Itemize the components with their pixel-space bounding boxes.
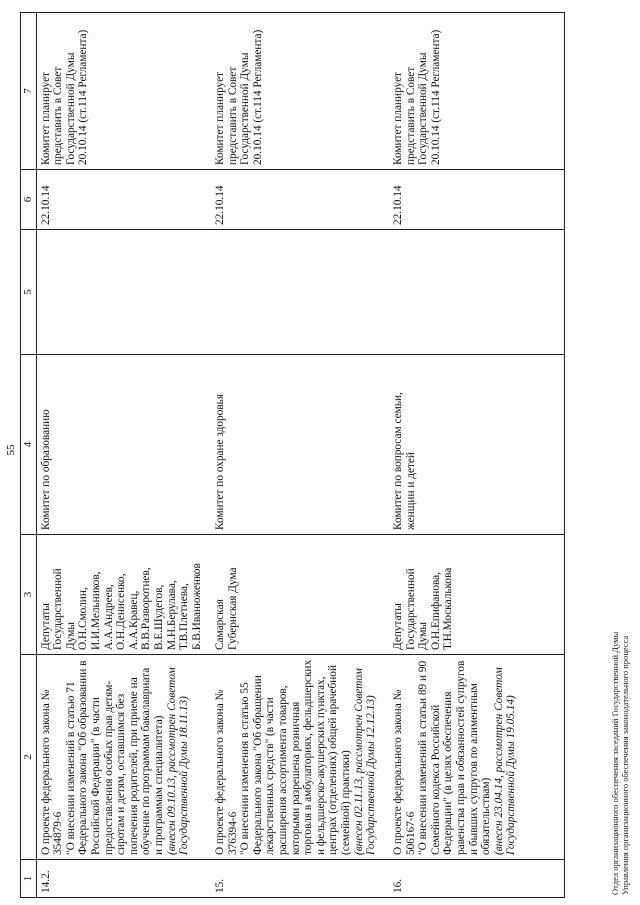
date-cell: 22.10.14	[36, 170, 211, 230]
date-cell: 22.10.14	[389, 170, 564, 230]
footer-line: Управления организационного обеспечения законодательного процесса	[620, 635, 630, 895]
initiator: Т.Н.Москалькова	[442, 567, 455, 650]
row-number: 16.	[389, 860, 564, 898]
row-number: 14.2.	[36, 860, 211, 898]
footer	[610, 632, 630, 895]
page-number: 55	[5, 444, 17, 456]
committee-cell: Комитет по вопросам семьи, женщин и детей	[389, 355, 564, 535]
initiator: Думы	[417, 622, 430, 650]
initiator: Самарская	[214, 599, 227, 650]
bill-title: О проекте федерального закона № 354879-6	[39, 689, 65, 855]
initiator: Депутаты	[39, 603, 52, 650]
initiators-cell	[211, 535, 389, 655]
column-header: 5	[21, 230, 37, 355]
column-number-row	[21, 13, 37, 898]
committee-cell: Комитет по охране здоровья	[211, 355, 389, 535]
initiator: Б.В.Иванюженков	[190, 563, 203, 650]
initiator: О.Н.Денисенко,	[115, 573, 128, 650]
decision-cell: Комитет планирует представить в Совет Государственной Думы 20.10.14 (ст.114 Регламента)	[211, 13, 389, 170]
bill-note: (внесен 23.04.14, рассмотрен Советом Государственной Думы 19.05.14)	[492, 667, 518, 855]
bill-note: (внесен 02.11.13, рассмотрен Советом Государственной Думы 12.12.13)	[352, 668, 378, 855]
column-header: 2	[21, 655, 37, 860]
bill-description	[36, 655, 211, 860]
bill-body: "О внесении изменения в статью 55 Федерального закона "Об обращении лекарственных средств" (в части расширения ассортимента товаров, которыми разрешена розничная торговля в амбулаториях, фельдшерских и фельдшерско-акушерских пунктах, центрах (отделениях) общей врачебной (семейной) практики)	[239, 659, 353, 855]
row-number: 15.	[211, 860, 389, 898]
initiator: Губернская Дума	[226, 567, 239, 650]
column-5-cell	[389, 230, 564, 355]
initiator: О.Н.Смолин,	[77, 587, 90, 650]
initiator: А.А.Андреев,	[102, 584, 115, 650]
initiator: Думы	[64, 622, 77, 650]
initiator: О.Н.Епифанова,	[429, 571, 442, 650]
initiator: М.Н.Берулава,	[165, 580, 178, 650]
column-5-cell	[211, 230, 389, 355]
initiator: Т.В.Плетнева,	[178, 583, 191, 650]
initiator: А.А.Кравец,	[127, 590, 140, 650]
bill-description	[211, 655, 389, 860]
bill-body: "О внесении изменений в статьи 89 и 90 Семейного кодекса Российской Федерации" (в целях обеспечения равенства прав и обязанностей супругов и бывших супругов по алиментным обязательствам)	[417, 660, 493, 855]
column-5-cell	[36, 230, 211, 355]
bills-table	[20, 12, 565, 898]
column-header: 1	[21, 860, 37, 898]
bill-title: О проекте федерального закона № 376394-6	[214, 689, 239, 855]
column-header: 4	[21, 355, 37, 535]
table-row	[36, 13, 211, 898]
initiator: Государственной	[52, 568, 65, 650]
bill-body: "О внесении изменений в статью 71 Федерального закона "Об образовании в Российской Федерации" (в части предоставления особых прав детям-сиротам и детям, оставшимся без попечения родителей, при приеме на обучение по программам бакалавриата и программам специалитета)	[64, 660, 165, 855]
date-cell: 22.10.14	[211, 170, 389, 230]
table-row	[211, 13, 389, 898]
initiators-cell	[36, 535, 211, 655]
column-header: 3	[21, 535, 37, 655]
bill-title: О проекте федерального закона № 506167-6	[392, 689, 417, 855]
bill-note: (внесен 09.10.13, рассмотрен Советом Государственной Думы 18.11.13)	[165, 667, 191, 855]
column-header: 7	[21, 13, 37, 170]
initiator: В.В.Разворотнев,	[140, 567, 153, 650]
committee-cell: Комитет по образованию	[36, 355, 211, 535]
bill-description	[389, 655, 564, 860]
initiators-cell	[389, 535, 564, 655]
decision-cell: Комитет планирует представить в Совет Государственной Думы 20.10.14 (ст.114 Регламента)	[389, 13, 564, 170]
column-header: 6	[21, 170, 37, 230]
initiator: В.Е.Шудегов,	[152, 584, 165, 650]
initiator: Государственной	[404, 568, 417, 650]
table-row	[389, 13, 564, 898]
initiator: Депутаты	[392, 603, 405, 650]
footer-line: Отдел организационного обеспечения заседаний Государственной Думы	[610, 631, 620, 895]
initiator: И.И.Мельников,	[89, 571, 102, 650]
decision-cell: Комитет планирует представить в Совет Государственной Думы 20.10.14 (ст.114 Регламента)	[36, 13, 211, 170]
